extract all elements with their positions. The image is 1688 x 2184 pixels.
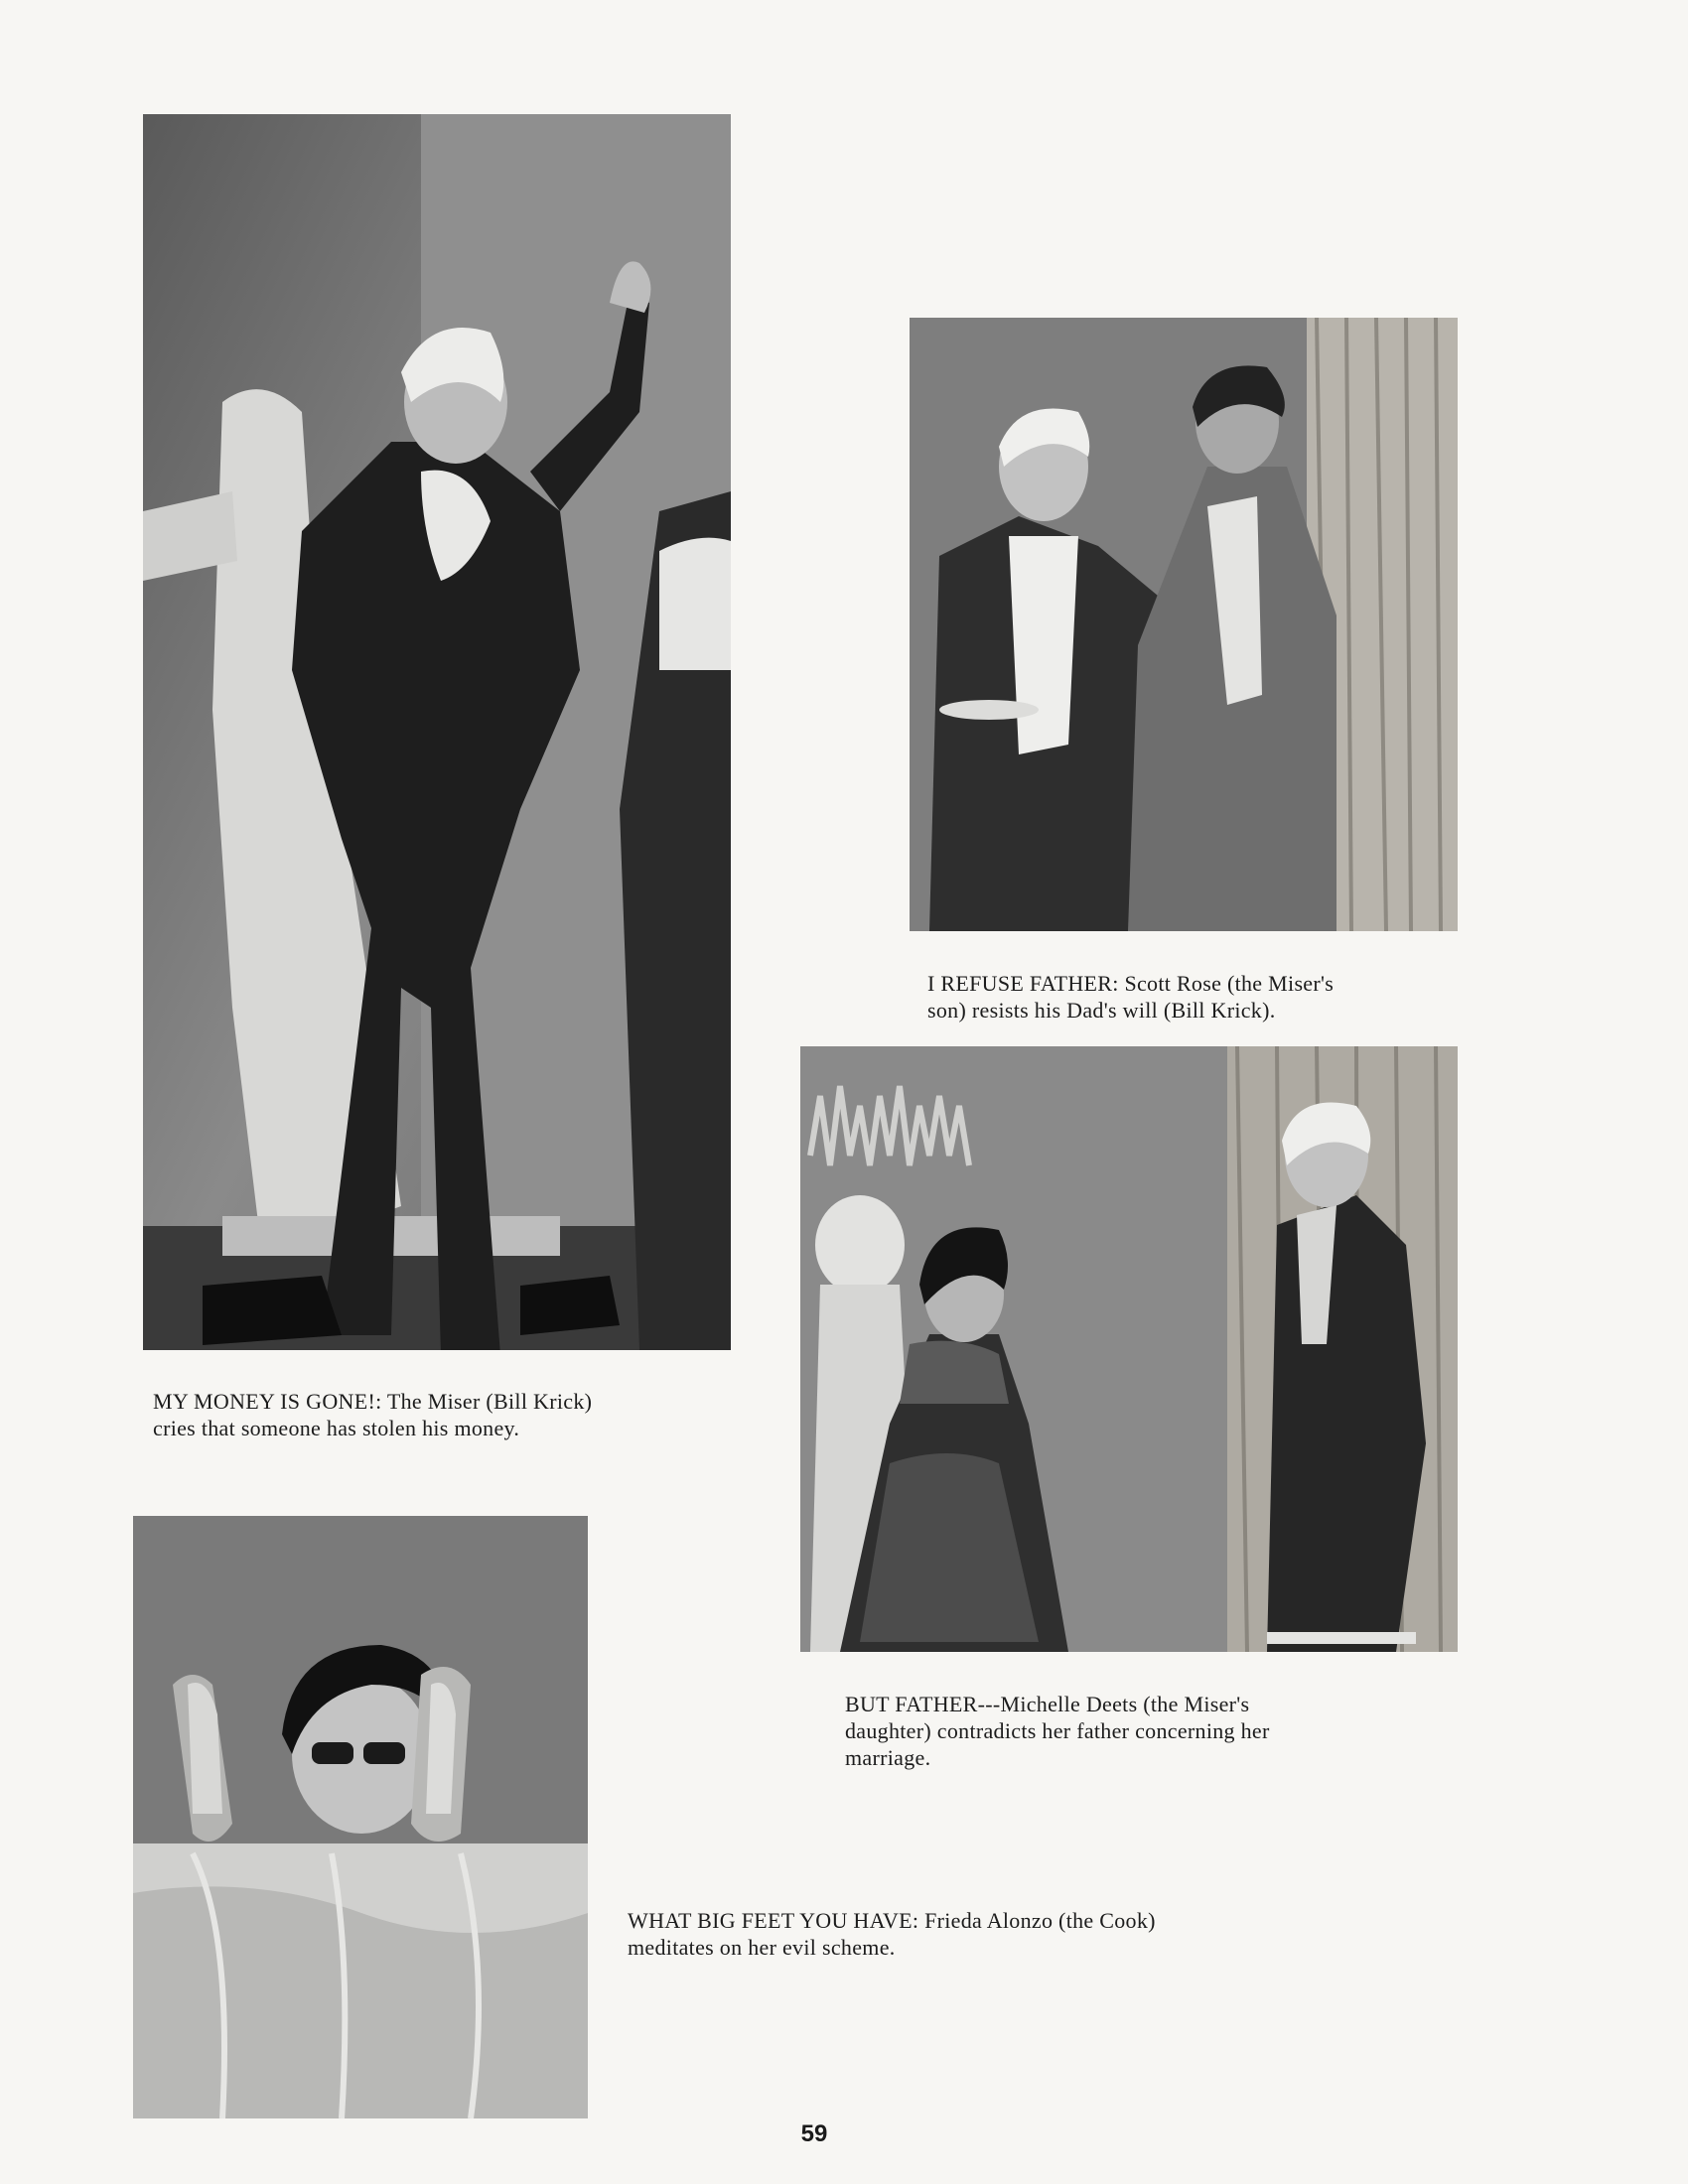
caption-line: cries that someone has stolen his money.	[153, 1416, 520, 1440]
page-number: 59	[800, 2120, 828, 2147]
caption-miser-money-gone	[153, 1388, 729, 1441]
photo-big-feet	[133, 1516, 588, 2118]
caption-line: WHAT BIG FEET YOU HAVE: Frieda Alonzo (the Cook)	[628, 1908, 1156, 1933]
caption-line: MY MONEY IS GONE!: The Miser (Bill Krick)	[153, 1389, 593, 1414]
photo-miser-money-gone	[143, 114, 731, 1350]
caption-big-feet	[628, 1907, 1303, 1961]
photo-refuse-father	[910, 318, 1458, 931]
caption-line: son) resists his Dad's will (Bill Krick).	[927, 998, 1276, 1023]
caption-line: daughter) contradicts her father concerning her	[845, 1718, 1270, 1743]
caption-line: BUT FATHER---Michelle Deets (the Miser's	[845, 1692, 1250, 1716]
caption-refuse-father	[927, 970, 1444, 1024]
caption-line: meditates on her evil scheme.	[628, 1935, 896, 1960]
caption-line: I REFUSE FATHER: Scott Rose (the Miser's	[927, 971, 1335, 996]
photo-but-father	[800, 1046, 1458, 1652]
caption-line: marriage.	[845, 1745, 931, 1770]
caption-but-father	[845, 1691, 1441, 1771]
